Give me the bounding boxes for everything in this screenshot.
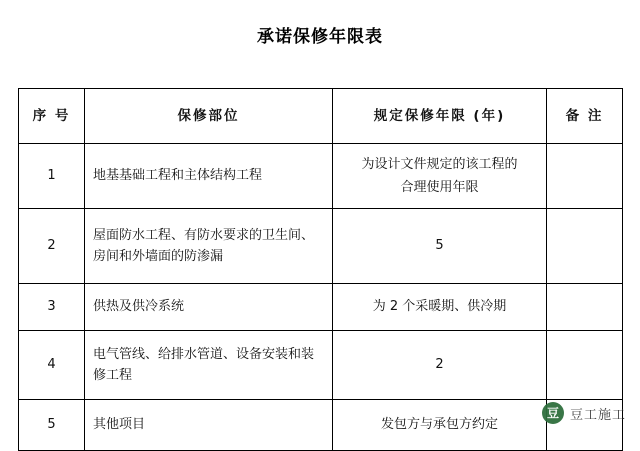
cell-part: 地基基础工程和主体结构工程 (85, 144, 333, 209)
cell-no: 5 (19, 400, 85, 451)
cell-no: 4 (19, 331, 85, 400)
page-title: 承诺保修年限表 (257, 27, 383, 47)
column-header-years: 规定保修年限 (年) (333, 89, 547, 144)
cell-no: 2 (19, 209, 85, 284)
cell-years-line2: 合理使用年限 (400, 180, 479, 195)
cell-years-line1: 为设计文件规定的该工程的 (361, 156, 518, 172)
table-row (19, 400, 623, 451)
cell-remark (547, 284, 623, 331)
cell-remark (547, 209, 623, 284)
watermark-label: 豆工施工 (569, 407, 626, 423)
watermark (542, 402, 626, 424)
cell-part: 屋面防水工程、有防水要求的卫生间、房间和外墙面的防渗漏 (85, 209, 333, 284)
column-header-no: 序 号 (19, 89, 85, 144)
table-row (19, 284, 623, 331)
table-header-row (19, 89, 623, 144)
cell-no: 1 (19, 144, 85, 209)
cell-years: 2 (333, 331, 547, 400)
table-row (19, 331, 623, 400)
warranty-table (18, 88, 623, 451)
column-header-remark: 备 注 (547, 89, 623, 144)
cell-years (333, 144, 547, 209)
warranty-table-container (18, 88, 622, 451)
column-header-part: 保修部位 (85, 89, 333, 144)
cell-remark (547, 331, 623, 400)
cell-part: 其他项目 (85, 400, 333, 451)
cell-no: 3 (19, 284, 85, 331)
table-row (19, 209, 623, 284)
cell-remark (547, 144, 623, 209)
cell-part: 供热及供冷系统 (85, 284, 333, 331)
cell-years: 发包方与承包方约定 (333, 400, 547, 451)
cell-years: 为 2 个采暖期、供冷期 (333, 284, 547, 331)
watermark-logo-icon: 豆 (542, 402, 564, 424)
table-row (19, 144, 623, 209)
cell-years: 5 (333, 209, 547, 284)
cell-part: 电气管线、给排水管道、设备安装和装修工程 (85, 331, 333, 400)
